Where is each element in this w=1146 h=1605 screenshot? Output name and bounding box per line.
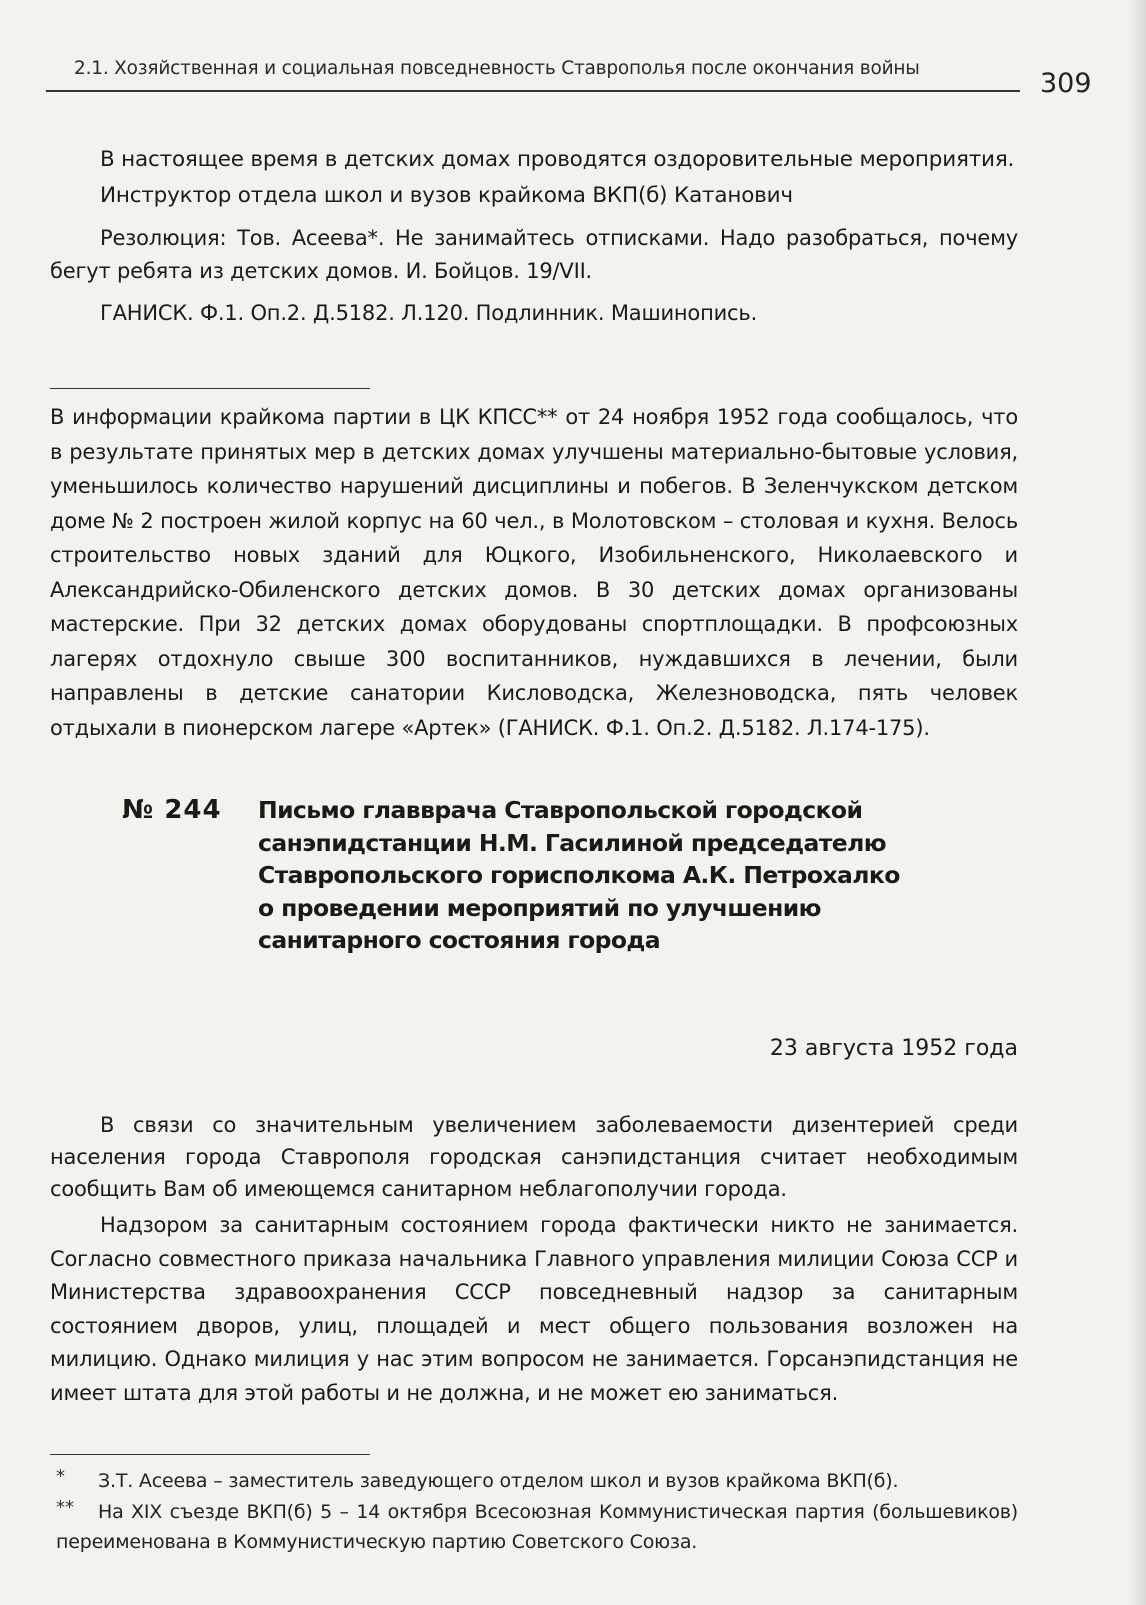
document-body: [50, 1109, 1018, 1410]
footnote-separator: [50, 1454, 370, 1455]
running-title: 2.1. Хозяйственная и социальная повседневность Ставрополья после окончания войны: [74, 58, 920, 79]
footnote-mark: **: [56, 1497, 74, 1518]
footnote-text: З.Т. Асеева – заместитель заведующего отделом школ и вузов крайкома ВКП(б).: [98, 1470, 899, 1492]
document-title-line: Письмо главврача Ставропольской городской: [258, 796, 863, 824]
footnote: [56, 1497, 1018, 1557]
intro-signature: Инструктор отдела школ и вузов крайкома ВКП(б) Катанович: [100, 183, 793, 208]
document-title-line: санитарного состояния города: [258, 926, 661, 954]
document-title-line: Ставропольского горисполкома А.К. Петрохалко: [258, 861, 900, 889]
document-paragraph: В связи со значительным увеличением заболеваемости дизентерией среди населения города Ставрополя городская санэпидстанция считает необходимым сообщить Вам об имеющемся санитарном неблагополучии города.: [50, 1113, 1018, 1201]
document-number: № 244: [122, 795, 222, 825]
resolution-text: Резолюция: Тов. Асеева*. Не занимайтесь отписками. Надо разобраться, почему бегут ребята из детских домов. И. Бойцов. 19/VII.: [50, 226, 1018, 283]
page-number: 309: [1040, 68, 1092, 99]
intro-block: [50, 144, 1018, 330]
document-paragraph: Надзором за санитарным состоянием города фактически никто не занимается. Согласно совместного приказа начальника Главного управления милиции Союза ССР и Министерства здравоохранения СССР повседневный надзор за санитарным состоянием дворов, улиц, площадей и мест общего пользования возложен на милицию. Однако милиция у нас этим вопросом не занимается. Горсанэпидстанция не имеет штата для этой работы и не должна, и не может ею заниматься.: [50, 1213, 1018, 1405]
footnote-mark: *: [56, 1466, 65, 1487]
archive-reference: ГАНИСК. Ф.1. Оп.2. Д.5182. Л.120. Подлинник. Машинопись.: [100, 301, 758, 325]
footnote-text: На XIX съезде ВКП(б) 5 – 14 октября Всесоюзная Коммунистическая партия (большевиков) переименована в Коммунистическую партию Советского Союза.: [56, 1501, 1018, 1553]
header-rule: [46, 90, 1020, 92]
intro-paragraph: В настоящее время в детских домах проводятся оздоровительные мероприятия.: [100, 147, 1015, 172]
editorial-note: [50, 400, 1018, 745]
document-title-line: санэпидстанции Н.М. Гасилиной председателю: [258, 828, 886, 857]
scan-edge-shadow: [1126, 0, 1146, 1605]
note-separator: [50, 388, 370, 389]
footnote: [98, 1466, 1018, 1496]
editorial-note-text: В информации крайкома партии в ЦК КПСС** от 24 ноября 1952 года сообщалось, что в результате принятых мер в детских домах улучшены материально-бытовые условия, уменьшилось количество нарушений дисциплины и побегов. В Зеленчукском детском доме № 2 построен жилой корпус на 60 чел., в Молотовском – столовая и кухня. Велось строительство новых зданий для Юцкого, Изобильненского, Николаевского и Александрийско-Обиленского детских домов. В 30 детских домах организованы мастерские. При 32 детских домах оборудованы спортплощадки. В профсоюзных лагерях отдохнуло свыше 300 воспитанников, нуждавшихся в лечении, были направлены в детские санатории Кисловодска, Железноводска, пять человек отдыхали в пионерском лагере «Артек» (ГАНИСК. Ф.1. Оп.2. Д.5182. Л.174-175).: [50, 405, 1018, 740]
document-title: [258, 794, 978, 957]
document-title-line: о проведении мероприятий по улучшению: [258, 893, 821, 922]
document-date: 23 августа 1952 года: [769, 1036, 1018, 1061]
